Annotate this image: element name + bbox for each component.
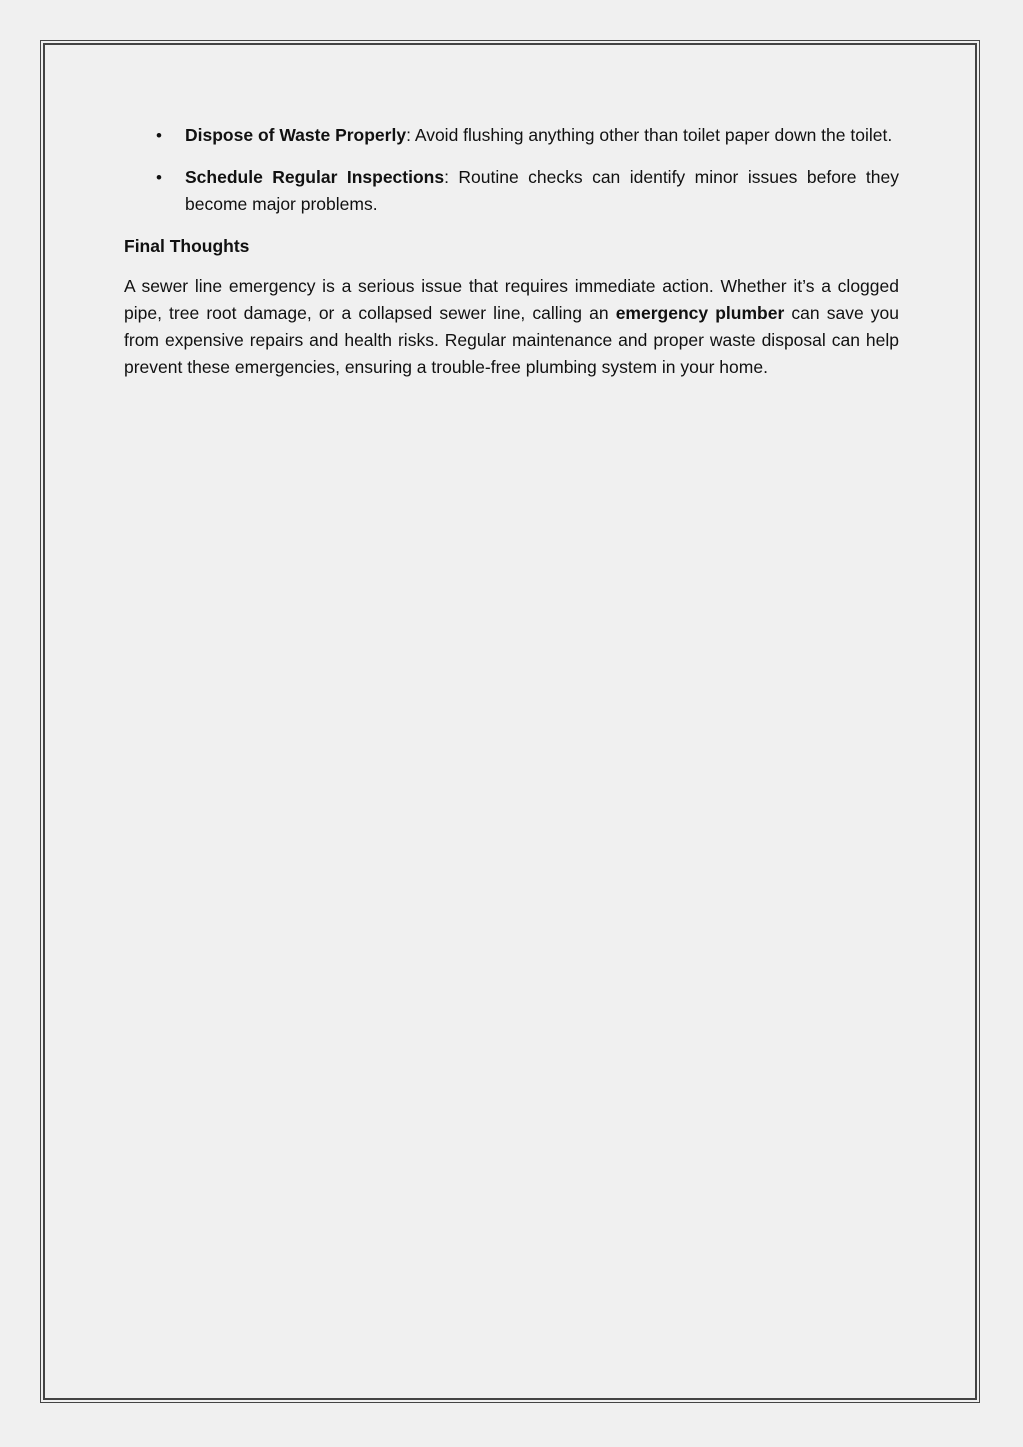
list-item xyxy=(124,122,899,149)
emergency-plumber-link-text: emergency plumber xyxy=(615,303,785,323)
paragraph-text-before: A sewer line emergency is a serious issue that requires immediate action. Whether it’s a clogged pipe, tree root damage, or a collapsed sewer line, calling an xyxy=(124,276,899,323)
section-heading: Final Thoughts xyxy=(124,236,250,256)
list-item-text: : Avoid flushing anything other than toilet paper down the toilet. xyxy=(406,125,893,145)
tips-list xyxy=(124,122,899,218)
body-paragraph xyxy=(124,273,899,381)
document-content xyxy=(124,122,899,381)
bullet-icon: • xyxy=(156,168,162,187)
list-item-text: : Routine checks can identify minor issues before they become major problems. xyxy=(185,167,900,214)
list-item-title: Schedule Regular Inspections xyxy=(185,167,445,187)
list-item-title: Dispose of Waste Properly xyxy=(185,125,407,145)
paragraph-text-after: can save you from expensive repairs and health risks. Regular maintenance and proper waste disposal can help prevent these emergencies, ensuring a trouble-free plumbing system in your home. xyxy=(124,303,900,377)
list-item xyxy=(124,164,899,218)
bullet-icon: • xyxy=(156,126,162,145)
